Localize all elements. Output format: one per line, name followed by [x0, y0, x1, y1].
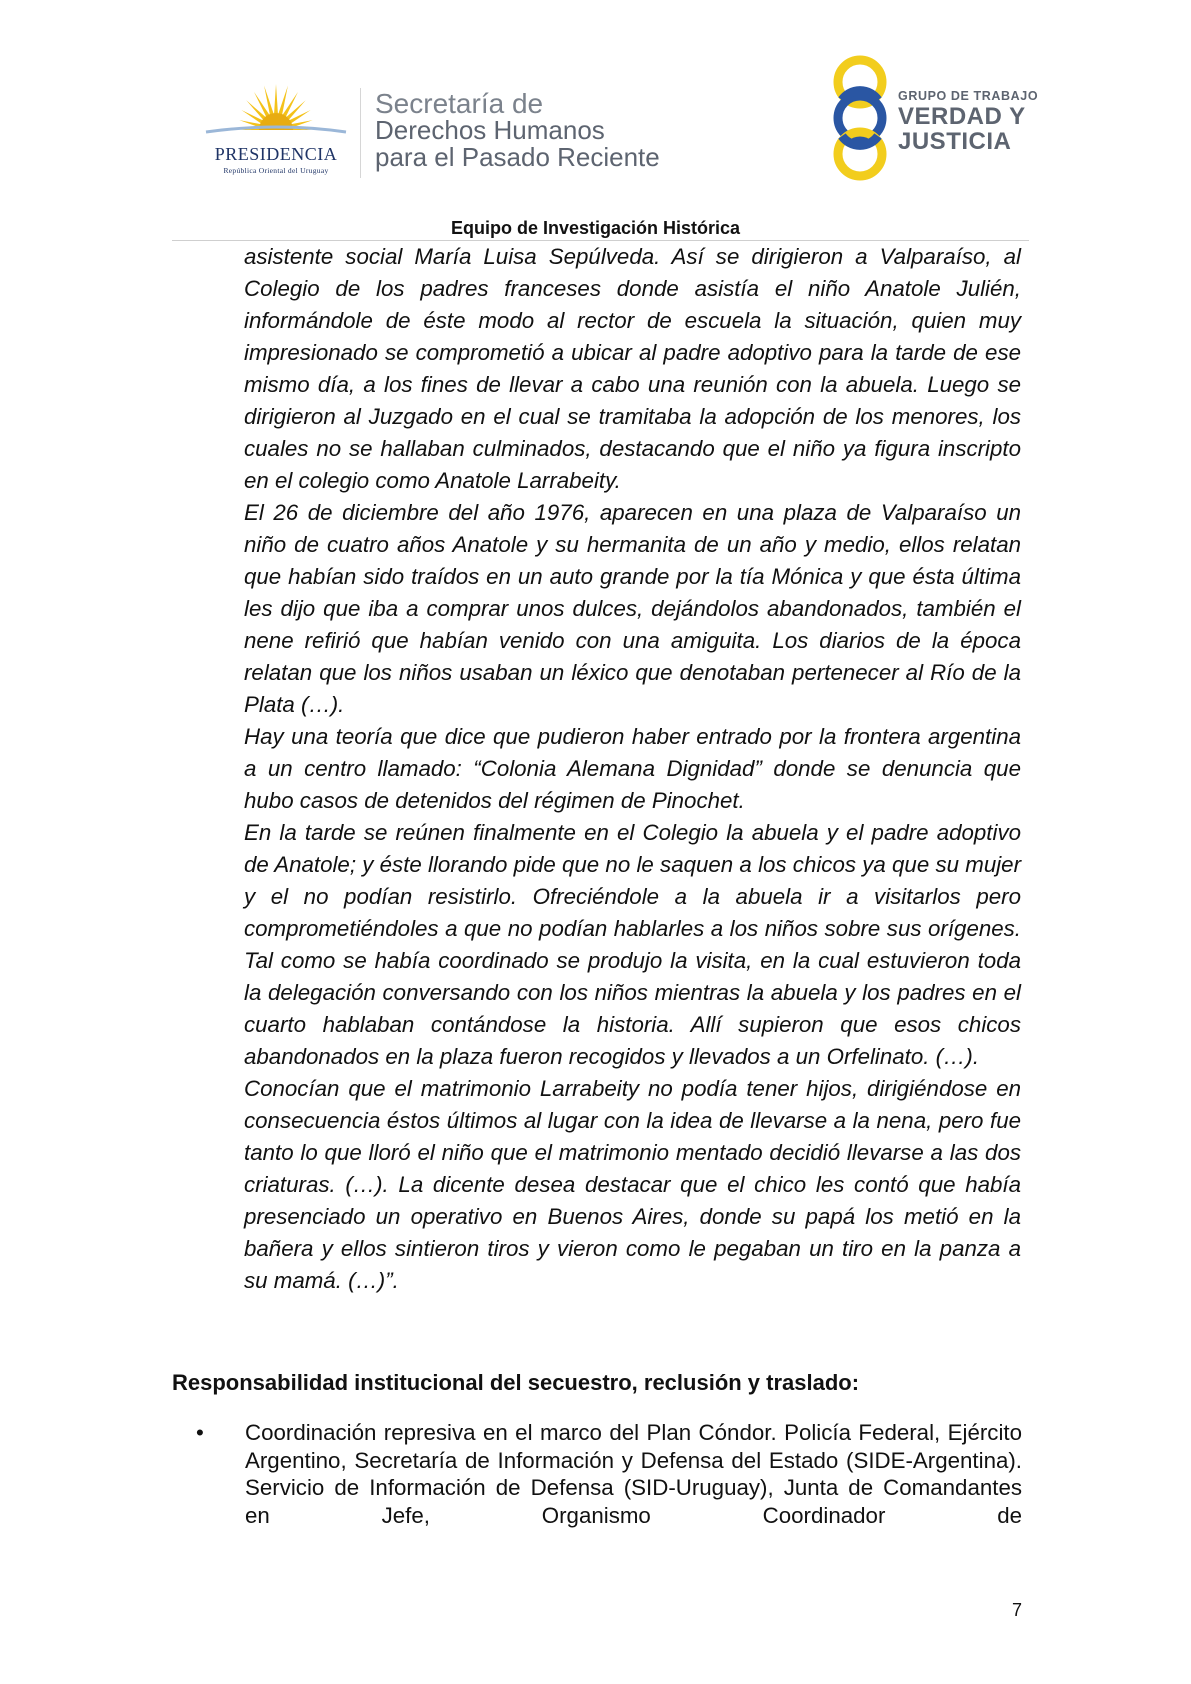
sun-icon	[196, 82, 356, 144]
grupo-line-1: GRUPO DE TRABAJO	[898, 89, 1039, 103]
grupo-rings-logo	[820, 54, 900, 182]
presidencia-name: PRESIDENCIA	[214, 144, 338, 164]
secretaria-logo-text	[375, 90, 660, 171]
paragraph-1: asistente social María Luisa Sepúlveda. Así se dirigieron a Valparaíso, al Colegio de los padres franceses donde asistía el niño Anatole Julién, informándole de éste modo al rector de escuela la situación, quien muy impresionado se comprometió a ubicar al padre adoptivo para la tarde de ese mismo día, a los fines de llevar a cabo una reunión con la abuela. Luego se dirigieron al Juzgado en el cual se tramitaba la adopción de los menores, los cuales no se hallaban culminados, destacando que el niño ya figura inscripto en el colegio como Anatole Larrabeity.	[244, 244, 1021, 493]
paragraph-2: El 26 de diciembre del año 1976, aparecen en una plaza de Valparaíso un niño de cuatro años Anatole y su hermanita de un año y medio, ellos relatan que habían sido traídos en un auto grande por la tía Mónica y que ésta última les dijo que iba a comprar unos dulces, dejándolos abandonados, también el nene refirió que habían venido con una amiguita. Los diarios de la época relatan que los niños usaban un léxico que denotaban pertenecer al Río de la Plata (…).	[244, 500, 1021, 717]
page-number: 7	[1012, 1600, 1023, 1620]
list-item-text: Coordinación represiva en el marco del Plan Cóndor. Policía Federal, Ejército Argentino, Secretaría de Información y Defensa del Estado (SIDE-Argentina). Servicio de Información de Defensa (SID-Uruguay), Junta de Comandantes en Jefe, Organismo Coordinador de	[245, 1420, 1022, 1528]
quoted-testimony	[244, 241, 1021, 1297]
secretaria-line-3: para el Pasado Reciente	[375, 142, 660, 172]
bullet-icon: •	[196, 1420, 204, 1445]
team-title: Equipo de Investigación Histórica	[450, 218, 741, 238]
secretaria-line-1: Secretaría de	[375, 88, 544, 119]
paragraph-3: Hay una teoría que dice que pudieron haber entrado por la frontera argentina a un centro llamado: “Colonia Alemana Dignidad” donde se denuncia que hubo casos de detenidos del régimen de Pinochet.	[244, 724, 1021, 813]
grupo-line-2: VERDAD Y	[898, 103, 1026, 130]
grupo-logo-text	[898, 88, 1038, 154]
logo-divider	[360, 88, 361, 178]
rings-icon	[820, 54, 900, 182]
responsibility-list	[196, 1419, 1022, 1529]
secretaria-line-2: Derechos Humanos	[375, 115, 605, 145]
section-heading: Responsabilidad institucional del secuestro, reclusión y traslado:	[172, 1370, 860, 1395]
presidencia-subtitle: República Oriental del Uruguay	[223, 166, 329, 175]
list-item	[196, 1419, 1022, 1529]
page-header	[0, 0, 1191, 240]
paragraph-5: Conocían que el matrimonio Larrabeity no podía tener hijos, dirigiéndose en consecuencia éstos últimos al lugar con la idea de llevarse a la nena, pero fue tanto lo que lloró el niño que el matrimonio mentado decidió llevarse a las dos criaturas. (…). La dicente desea destacar que el chico les contó que había presenciado un operativo en Buenos Aires, donde su papá los metió en la bañera y ellos sintieron tiros y vieron como le pegaban un tiro en la panza a su mamá. (…)”.	[244, 1076, 1021, 1293]
paragraph-4: En la tarde se reúnen finalmente en el Colegio la abuela y el padre adoptivo de Anatole; y éste llorando pide que no le saquen a los chicos ya que su mujer y el no podían resistirlo. Ofreciéndole a la abuela ir a visitarlos pero comprometiéndoles a que no podían hablarles a los niños sobre sus orígenes. Tal como se había coordinado se produjo la visita, en la cual estuvieron toda la delegación conversando con los niños mientras la abuela y los padres en el cuarto hablaban contándose la historia. Allí supieron que esos chicos abandonados en la plaza fueron recogidos y llevados a un Orfelinato. (…).	[244, 820, 1021, 1069]
grupo-line-3: JUSTICIA	[898, 128, 1012, 155]
presidencia-logo	[196, 82, 356, 182]
